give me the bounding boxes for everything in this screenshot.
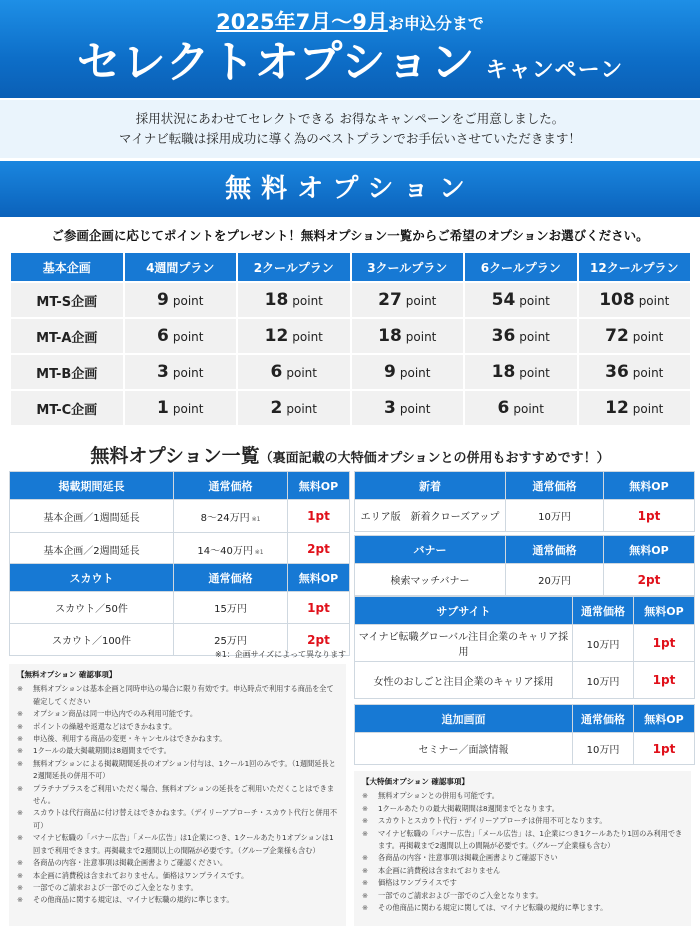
- option-title-cell: スカウト: [10, 564, 173, 591]
- points-cell: [238, 391, 350, 425]
- points-row: [11, 391, 690, 425]
- option-point-cell: 1pt: [288, 500, 349, 532]
- points-value: 2: [270, 398, 283, 418]
- free-op-header-cell: 無料OP: [634, 597, 694, 624]
- points-cell: [579, 355, 691, 389]
- option-name-cell: スカウト／100件: [10, 624, 173, 655]
- option-row: [355, 662, 694, 698]
- option-title-cell: 追加画面: [355, 705, 572, 732]
- points-cell: [125, 319, 237, 353]
- extension-table: [9, 471, 350, 566]
- points-value: 72: [605, 326, 629, 346]
- option-price-cell: 8～24万円 ※1: [174, 500, 287, 532]
- option-point-cell: 2pt: [604, 564, 694, 595]
- option-header-row: [10, 564, 349, 591]
- plan-name-cell: MT-S企画: [11, 283, 123, 317]
- option-name-cell: 基本企画／1週間延長: [10, 500, 173, 532]
- points-value: 1: [157, 398, 169, 418]
- price-header-cell: 通常価格: [174, 564, 287, 591]
- points-value: 36: [605, 362, 629, 382]
- points-cell: [125, 391, 237, 425]
- points-unit: point: [519, 330, 550, 344]
- note-item: ※ 一部でのご請求および一部でのご入金となります。: [362, 890, 683, 902]
- points-value: 3: [157, 362, 169, 382]
- option-row: [355, 733, 694, 764]
- points-value: 12: [605, 398, 629, 418]
- scout-table: [9, 563, 350, 656]
- points-value: 36: [491, 326, 516, 346]
- points-cell: [238, 355, 350, 389]
- points-table: [9, 251, 692, 427]
- points-unit: point: [519, 294, 550, 308]
- points-cell: [238, 283, 350, 317]
- points-cell: [465, 391, 577, 425]
- points-value: 54: [491, 290, 516, 310]
- points-value: 12: [264, 326, 289, 346]
- price-header-cell: 通常価格: [573, 597, 633, 624]
- sale-option-notes: [354, 771, 691, 926]
- price-note: ※1: [252, 548, 264, 556]
- points-unit: point: [405, 294, 437, 308]
- option-point-cell: 2pt: [288, 533, 349, 565]
- price-note: ※1: [249, 515, 261, 523]
- option-point-cell: 1pt: [634, 662, 694, 698]
- points-header-cell: 3クールプラン: [352, 253, 464, 281]
- free-op-header-cell: 無料OP: [604, 536, 694, 563]
- campaign-title: セレクトオプション キャンペーン: [76, 37, 624, 88]
- option-title-cell: 掲載期間延長: [10, 472, 173, 499]
- option-title-cell: バナー: [355, 536, 505, 563]
- points-cell: [352, 355, 464, 389]
- points-unit: point: [519, 366, 550, 380]
- price-header-cell: 通常価格: [174, 472, 287, 499]
- note-item: ※ 価格はワンプライスです: [362, 877, 683, 889]
- free-op-header-cell: 無料OP: [288, 564, 349, 591]
- option-title-cell: サブサイト: [355, 597, 572, 624]
- free-op-header-cell: 無料OP: [604, 472, 694, 499]
- note-item: ※ その他商品に関わる規定に関しては、マイナビ転職の規約に準じます。: [362, 902, 683, 914]
- points-cell: [579, 391, 691, 425]
- option-header-row: [355, 472, 694, 499]
- price-footnote: ※1：企画サイズによって異なります: [215, 650, 347, 659]
- campaign-hero: [0, 0, 700, 98]
- points-value: 3: [384, 398, 396, 418]
- note-item: ※ ポイントの繰越や返還などはできかねます。: [17, 721, 338, 733]
- lead-text: ご参画企画に応じてポイントをプレゼント！無料オプション一覧からご希望のオプションお選びください。: [51, 228, 649, 243]
- note-item: ※ スカウトは代行商品に付け替えはできかねます。（デイリーアプローチ・スカウト代行と併用不可）: [17, 807, 338, 832]
- option-row: [10, 500, 349, 532]
- note-item: ※ マイナビ転職の「バナー広告」「メール広告」は、1企業につき1クールあたり1回のみ利用できます。再掲載まで2週間以上の間隔が必要です。（グループ企業様も含む）: [362, 828, 683, 853]
- option-price-cell: 25万円: [174, 624, 287, 655]
- points-unit: point: [399, 366, 431, 380]
- note-item: ※ 1クールあたりの最大掲載期間は8週間までとなります。: [362, 803, 683, 815]
- points-value: 18: [378, 326, 402, 346]
- price-header-cell: 通常価格: [506, 472, 603, 499]
- option-row: [355, 564, 694, 595]
- points-cell: [579, 283, 691, 317]
- option-header-row: [10, 472, 349, 499]
- points-value: 9: [384, 362, 396, 382]
- points-unit: point: [292, 294, 323, 308]
- free-option-notes: [9, 664, 346, 926]
- note-item: ※ オプション商品は同一申込内でのみ利用可能です。: [17, 708, 338, 720]
- points-value: 18: [264, 290, 289, 310]
- points-header-cell: 基本企画: [11, 253, 123, 281]
- points-cell: [352, 391, 464, 425]
- plan-name-cell: MT-A企画: [11, 319, 123, 353]
- option-title-cell: 新着: [355, 472, 505, 499]
- option-name-cell: 基本企画／2週間延長: [10, 533, 173, 565]
- notes-title: 【無料オプション 確認事項】: [17, 670, 117, 679]
- points-unit: point: [632, 402, 664, 416]
- option-header-row: [355, 705, 694, 732]
- note-item: ※ プラチナプラスをご利用いただく場合、無料オプションの延長をご利用いただくことはできません。: [17, 783, 338, 808]
- points-unit: point: [172, 402, 204, 416]
- option-row: [10, 592, 349, 623]
- option-price-cell: 10万円: [573, 733, 633, 764]
- intro-text: 採用状況にあわせてセレクトできる お得なキャンペーンをご用意しました。 マイナビ転職は採用成功に導く為のベストプランでお手伝いさせていただきます！: [0, 100, 700, 158]
- option-row: [355, 500, 694, 531]
- option-price-cell: 10万円: [573, 662, 633, 698]
- note-item: ※ 一部でのご請求および一部でのご入金となります。: [17, 882, 338, 894]
- note-item: ※ 無料オプションによる掲載期間延長のオプション付与は、1クール1回のみです。（1週間延長と2週間延長の併用不可）: [17, 758, 338, 783]
- option-point-cell: 1pt: [288, 592, 349, 623]
- free-op-header-cell: 無料OP: [634, 705, 694, 732]
- points-cell: [465, 283, 577, 317]
- free-op-header-cell: 無料OP: [288, 472, 349, 499]
- options-heading: 無料オプション一覧（裏面記載の大特価オプションとの併用もおすすめです！）: [90, 445, 610, 467]
- points-value: 6: [497, 398, 510, 418]
- note-item: ※ 本企画に消費税は含まれておりません: [362, 865, 683, 877]
- points-cell: [352, 319, 464, 353]
- points-cell: [125, 355, 237, 389]
- points-value: 6: [270, 362, 283, 382]
- points-unit: point: [632, 366, 664, 380]
- points-unit: point: [399, 402, 431, 416]
- notes-list: [17, 683, 338, 906]
- points-unit: point: [286, 402, 317, 416]
- points-unit: point: [172, 294, 204, 308]
- option-point-cell: 1pt: [634, 733, 694, 764]
- note-item: ※ 1クールの最大掲載期間は8週間までです。: [17, 745, 338, 757]
- option-name-cell: マイナビ転職グローバル注目企業のキャリア採用: [355, 625, 572, 661]
- note-item: ※ その他商品に関する規定は、マイナビ転職の規約に準じます。: [17, 894, 338, 906]
- points-cell: [125, 283, 237, 317]
- option-price-cell: 10万円: [506, 500, 603, 531]
- points-unit: point: [638, 294, 670, 308]
- points-cell: [465, 355, 577, 389]
- note-item: ※ 各商品の内容・注意事項は掲載企画書よりご確認下さい: [362, 852, 683, 864]
- points-value: 108: [599, 290, 635, 310]
- extra-table: [354, 704, 695, 765]
- option-header-row: [355, 597, 694, 624]
- option-price-cell: 20万円: [506, 564, 603, 595]
- note-item: ※ 申込後、利用する商品の変更・キャンセルはできかねます。: [17, 733, 338, 745]
- points-header-cell: 4週間プラン: [125, 253, 237, 281]
- note-item: ※ マイナビ転職の「バナー広告」「メール広告」は1企業につき、1クールあたり1オプションは1回まで利用できます。再掲載まで2週間以上の間隔が必要です。（グループ企業様も含む）: [17, 832, 338, 857]
- option-name-cell: セミナー／面談情報: [355, 733, 572, 764]
- option-header-row: [355, 536, 694, 563]
- notes-list: [362, 790, 683, 914]
- option-price-cell: 15万円: [174, 592, 287, 623]
- option-name-cell: エリア版 新着クローズアップ: [355, 500, 505, 531]
- option-row: [355, 625, 694, 661]
- points-row: [11, 319, 690, 353]
- points-value: 9: [157, 290, 169, 310]
- price-header-cell: 通常価格: [573, 705, 633, 732]
- option-point-cell: 1pt: [604, 500, 694, 531]
- notes-title: 【大特価オプション 確認事項】: [362, 777, 469, 786]
- points-row: [11, 283, 690, 317]
- points-unit: point: [405, 330, 437, 344]
- option-name-cell: 検索マッチバナー: [355, 564, 505, 595]
- note-item: ※ 無料オプションとの併用も可能です。: [362, 790, 683, 802]
- points-value: 27: [378, 290, 402, 310]
- points-cell: [465, 319, 577, 353]
- option-price-cell: 14～40万円 ※1: [174, 533, 287, 565]
- points-unit: point: [172, 330, 204, 344]
- points-cell: [579, 319, 691, 353]
- points-value: 6: [157, 326, 169, 346]
- campaign-period: 2025年7月～9月お申込分まで: [216, 10, 484, 34]
- option-point-cell: 1pt: [634, 625, 694, 661]
- banner-table: [354, 535, 695, 596]
- points-header-cell: 12クールプラン: [579, 253, 691, 281]
- note-item: ※ スカウトとスカウト代行・デイリーアプローチは併用不可となります。: [362, 815, 683, 827]
- points-header-cell: 2クールプラン: [238, 253, 350, 281]
- points-unit: point: [172, 366, 204, 380]
- note-item: ※ 各商品の内容・注意事項は掲載企画書よりご確認ください。: [17, 857, 338, 869]
- points-unit: point: [292, 330, 323, 344]
- note-item: ※ 本企画に消費税は含まれておりません。価格はワンプライスです。: [17, 870, 338, 882]
- free-option-band: 無料オプション: [0, 161, 700, 217]
- points-row: [11, 355, 690, 389]
- points-unit: point: [513, 402, 544, 416]
- points-unit: point: [632, 330, 664, 344]
- option-price-cell: 10万円: [573, 625, 633, 661]
- plan-name-cell: MT-B企画: [11, 355, 123, 389]
- subsite-table: [354, 596, 695, 699]
- option-name-cell: 女性のおしごと注目企業のキャリア採用: [355, 662, 572, 698]
- plan-name-cell: MT-C企画: [11, 391, 123, 425]
- points-header-cell: 6クールプラン: [465, 253, 577, 281]
- points-cell: [238, 319, 350, 353]
- points-value: 18: [491, 362, 516, 382]
- price-header-cell: 通常価格: [506, 536, 603, 563]
- option-point-cell: 2pt: [288, 624, 349, 655]
- points-unit: point: [286, 366, 317, 380]
- new-table: [354, 471, 695, 532]
- option-name-cell: スカウト／50件: [10, 592, 173, 623]
- option-row: [10, 533, 349, 565]
- points-cell: [352, 283, 464, 317]
- note-item: ※ 無料オプションは基本企画と同時申込の場合に限り有効です。申込時点で利用する商品を全て確定してください: [17, 683, 338, 708]
